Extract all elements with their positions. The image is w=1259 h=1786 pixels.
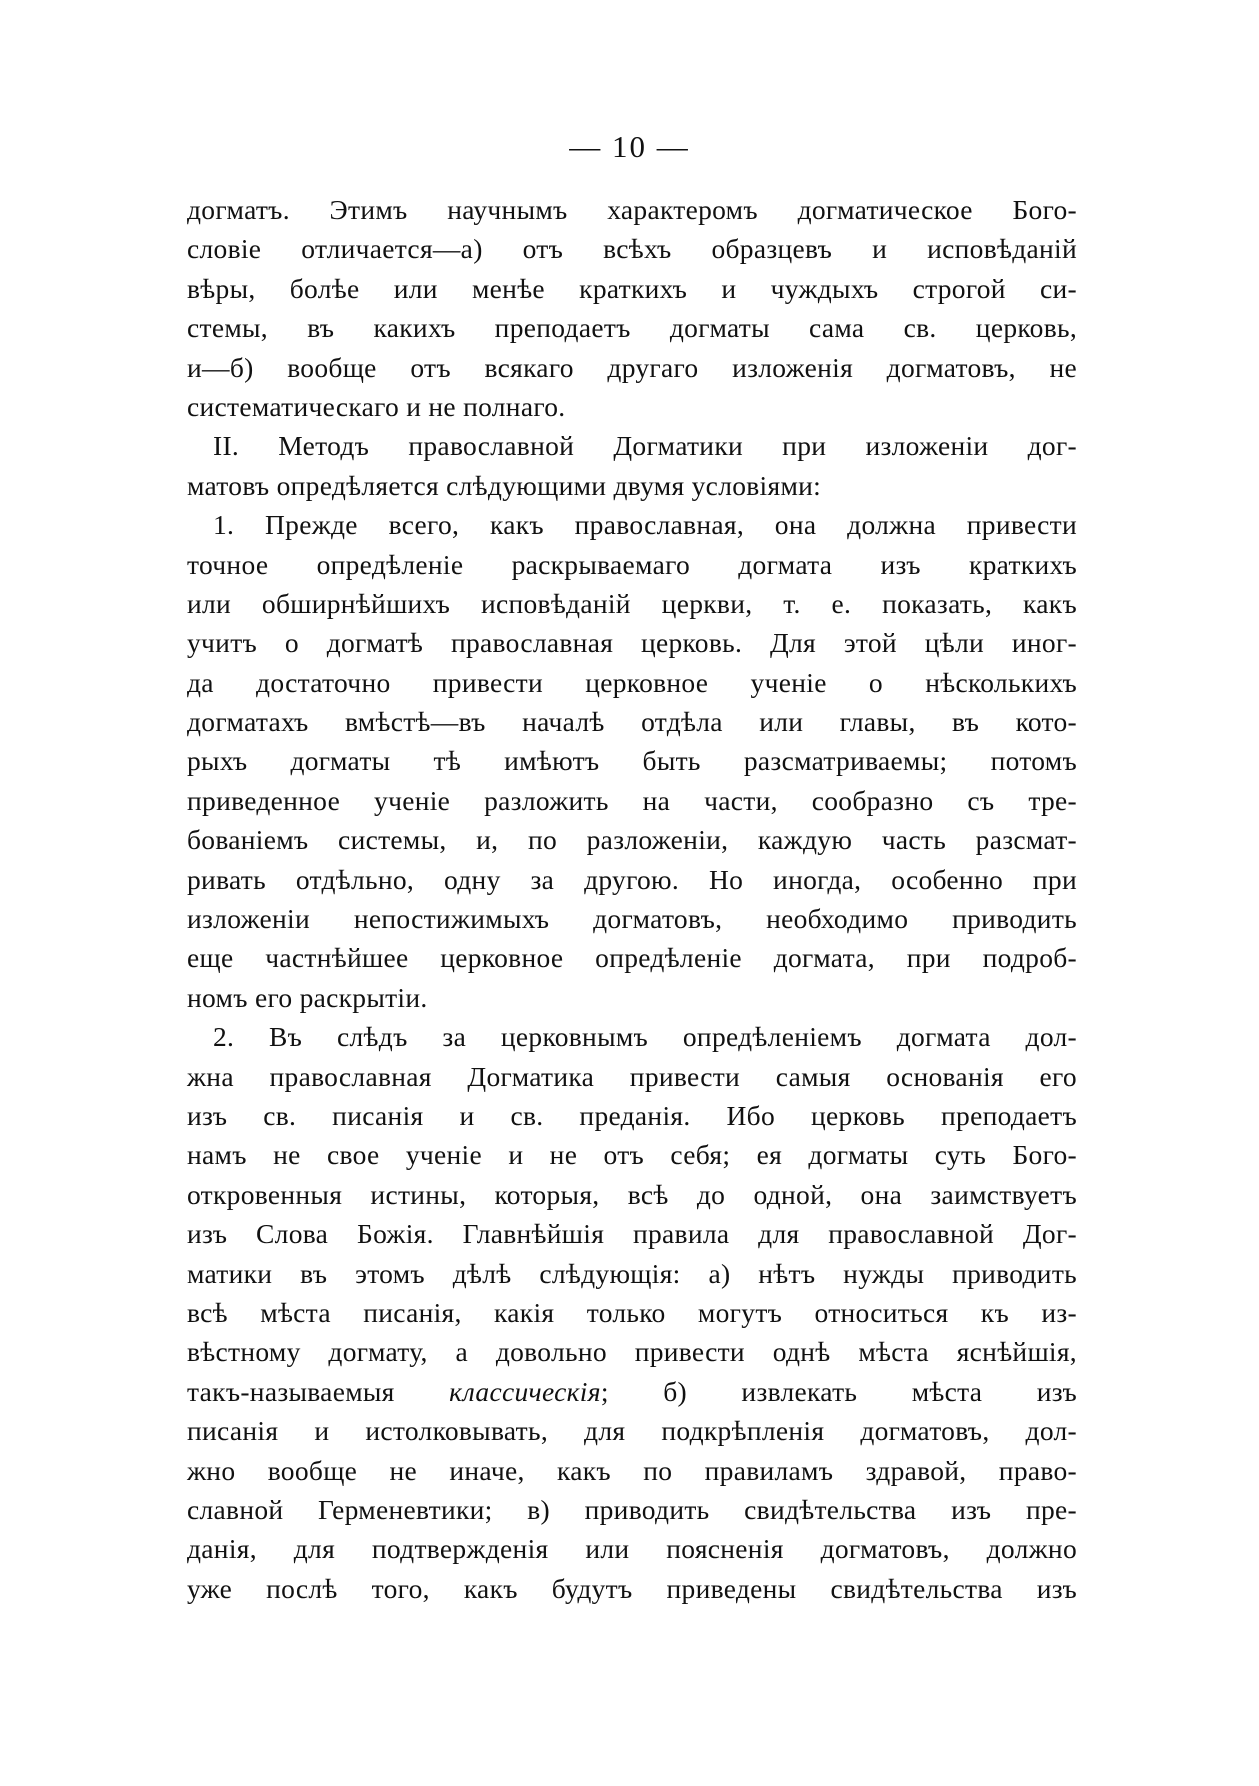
text-line: данія, для подтвержденія или поясненія догматовъ, должно [187,1533,1077,1565]
text-line: приведенное ученіе разложить на части, сообразно съ тре- [187,784,1077,816]
text-line: жна православная Догматика привести самыя основанія его [187,1060,1077,1092]
text-line: II. Методъ православной Догматики при изложеніи дог- [213,430,1077,462]
text-line: да достаточно привести церковное ученіе о нѣсколькихъ [187,666,1077,698]
text-line: и—б) вообще отъ всякаго другаго изложенія догматовъ, не [187,351,1077,383]
text-line: намъ не свое ученіе и не отъ себя; ея догматы суть Бого- [187,1139,1077,1171]
text-line: или обширнѣйшихъ исповѣданій церкви, т. е. показать, какъ [187,587,1077,619]
text-line: всѣ мѣста писанія, какія только могутъ относиться къ из- [187,1296,1077,1328]
text-line: откровенныя истины, которыя, всѣ до одной, она заимствуетъ [187,1178,1077,1210]
text-line: стемы, въ какихъ преподаетъ догматы сама св. церковь, [187,312,1077,344]
text-line: систематическаго и не полнаго. [187,390,566,422]
text-line: вѣры, болѣе или менѣе краткихъ и чуждыхъ строгой си- [187,272,1077,304]
text-line: вѣстному догмату, а довольно привести однѣ мѣста яснѣйшія, [187,1336,1077,1368]
text-line: матовъ опредѣляется слѣдующими двумя условіями: [187,469,822,501]
text-segment: ; б) извлекать мѣста изъ [600,1375,1077,1407]
text-line: учитъ о догматѣ православная церковь. Для этой цѣли иног- [187,627,1077,659]
text-line: изложеніи непостижимыхъ догматовъ, необходимо приводить [187,903,1077,935]
text-line: изъ св. писанія и св. преданія. Ибо церковь преподаетъ [187,1099,1077,1131]
text-line: точное опредѣленіе раскрываемаго догмата изъ краткихъ [187,548,1077,580]
text-line: жно вообще не иначе, какъ по правиламъ здравой, право- [187,1454,1077,1486]
text-line: писанія и истолковывать, для подкрѣпленія догматовъ, дол- [187,1415,1077,1447]
text-line [187,1372,1077,1411]
text-line: 1. Прежде всего, какъ православная, она должна привести [213,509,1077,541]
italic-term: классическія [449,1375,601,1407]
text-line: матики въ этомъ дѣлѣ слѣдующія: а) нѣтъ нужды приводить [187,1257,1077,1289]
text-line: ривать отдѣльно, одну за другою. Но иногда, особенно при [187,863,1077,895]
text-line: словіе отличается—а) отъ всѣхъ образцевъ и исповѣданій [187,233,1077,265]
text-line: догматъ. Этимъ научнымъ характеромъ догматическое Бого- [187,194,1077,225]
body-text [187,190,1077,1608]
text-line: славной Герменевтики; в) приводить свидѣтельства изъ пре- [187,1493,1077,1525]
text-line: изъ Слова Божія. Главнѣйшія правила для православной Дог- [187,1218,1077,1250]
text-line: бованіемъ системы, и, по разложеніи, каждую часть разсмат- [187,824,1077,856]
page-number: — 10 — [569,129,690,164]
text-segment: такъ-называемыя [187,1375,450,1407]
text-line: рыхъ догматы тѣ имѣютъ быть разсматриваемы; потомъ [187,745,1077,777]
text-line: еще частнѣйшее церковное опредѣленіе догмата, при подроб- [187,942,1077,974]
text-line: уже послѣ того, какъ будутъ приведены свидѣтельства изъ [187,1572,1077,1604]
text-line: номъ его раскрытіи. [187,981,428,1013]
text-line: 2. Въ слѣдъ за церковнымъ опредѣленіемъ догмата дол- [213,1021,1077,1053]
text-line: догматахъ вмѣстѣ—въ началѣ отдѣла или главы, въ кото- [187,706,1077,738]
